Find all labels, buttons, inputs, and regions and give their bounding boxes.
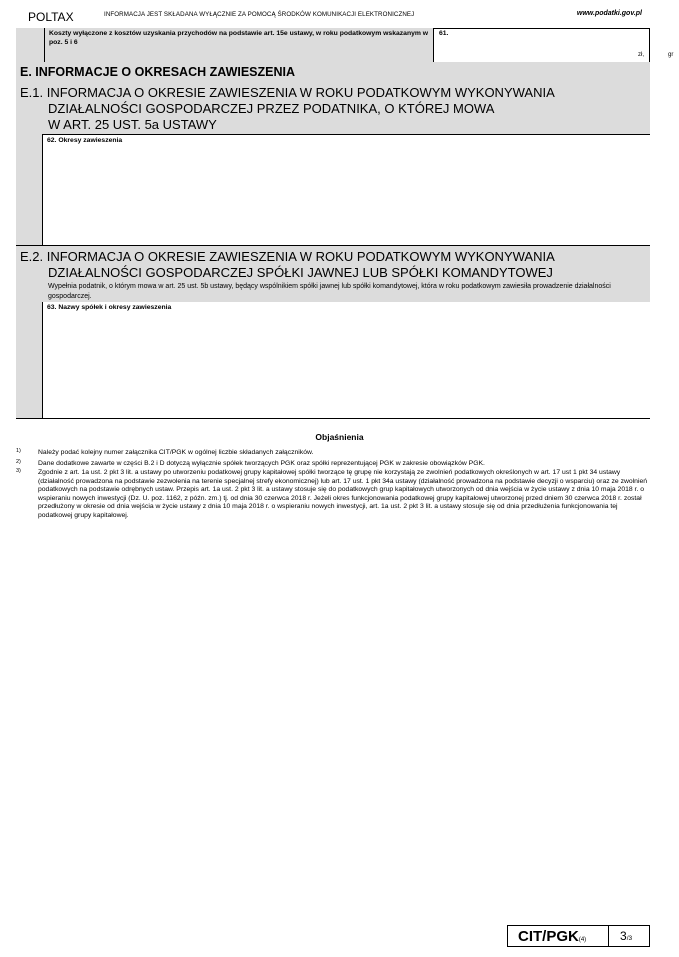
footnote-1-text: Należy podać kolejny numer załącznika CIT/PGK w ogólnej liczbie składanych załączników. [38, 449, 314, 456]
footnote-3-mark: 3) [16, 468, 21, 474]
section-e2-note: Wypełnia podatnik, o którym mowa w art. 25 ust. 5b ustawy, będący wspólnikiem spółki jawnej lub spółki komandytowej, która w roku podatkowym zawiesiła prowadzenie działalności gospodarczej. [48, 283, 611, 300]
field-63-input[interactable] [42, 302, 650, 418]
footnote-3-text: Zgodnie z art. 1a ust. 2 pkt 3 lit. a ustawy po utworzeniu podatkowej grupy kapitałowej spółki tworzące tę grupę nie korzystają ze zwolnień podatkowych określonych w art. 17 ust 1 pkt 34 ustawy (działalność prowadzona na podstawie zezwolenia na terenie specjalnej strefy ekonomicznej) lub art. 17 ust. 1 pkt 34a ustawy (działalność prowadzona na podstawie decyzji o wsparciu) oraz ze zwolnień podatkowych na podstawie odrębnych ustaw. Przepis art. 1a ust. 2 pkt 3 lit. a ustawy stosuje się do podatkowych grup kapitałowych utworzonych od dnia wejścia w życie ustawy z dnia 10 maja 2018 r. o wspieraniu nowych inwestycji (Dz. U. poz. 1162, z późn. zm.) tj. od dnia 30 czerwca 2018 r. Jeżeli okres funkcjonowania podatkowej grupy kapitałowej utworzonej przed dniem 30 czerwca 2018 r. został przedłużony w okresie od dnia wejścia w życie ustawy z dnia 10 maja 2018 r. o wspieraniu nowych inwestycji, art. 1a ust. 2 pkt 3 lit. a ustawy stosuje się od dnia przedłużenia funkcjonowania tej podatkowej grupy kapitałowej. [38, 469, 648, 519]
field-61-number: 61. [439, 30, 449, 37]
footnote-2 [16, 460, 650, 469]
row-61-shade [16, 28, 44, 62]
section-e1-heading [16, 82, 650, 134]
footer-separator [608, 926, 609, 946]
form-code-text: CIT/PGK [518, 928, 579, 945]
footnote-3 [16, 469, 650, 521]
page-total: /3 [626, 935, 633, 942]
section-e1-line3: W ART. 25 UST. 5a USTAWY [48, 117, 217, 132]
page-number [620, 929, 632, 943]
section-e2-heading [16, 246, 650, 302]
unit-gr: gr [668, 52, 674, 58]
form-version: (4) [578, 937, 587, 943]
footnote-1 [16, 449, 650, 458]
section-e-title: E. INFORMACJE O OKRESACH ZAWIESZENIA [16, 62, 650, 82]
footnote-2-text: Dane dodatkowe zawarte w części B.2 i D dotyczą wyłącznie spółek tworzących PGK oraz spółki reprezentującej PGK w zakresie obowiązków PGK. [38, 460, 485, 467]
page-current: 3 [620, 929, 627, 943]
field-62-label: 62. Okresy zawieszenia [47, 137, 123, 144]
unit-zl: zł, [638, 52, 644, 58]
row-61-label: Koszty wyłączone z kosztów uzyskania przychodów na podstawie art. 15e ustawy, w roku podatkowym wskazanym w poz. 5 i 6 [44, 28, 433, 62]
field-63-label: 63. Nazwy spółek i okresy zawieszenia [47, 304, 172, 311]
website-link[interactable]: www.podatki.gov.pl [576, 10, 642, 17]
field-61-input[interactable] [433, 28, 674, 62]
left-gutter-e1 [16, 134, 42, 246]
form-code [518, 928, 586, 945]
field-62-input[interactable] [42, 135, 650, 245]
form-footer [507, 925, 650, 947]
section-e2-line2: DZIAŁALNOŚCI GOSPODARCZEJ SPÓŁKI JAWNEJ LUB SPÓŁKI KOMANDYTOWEJ [48, 265, 553, 280]
left-gutter-e2 [16, 302, 42, 418]
poltax-label: POLTAX [28, 10, 74, 24]
section-e2-line1: E.2. INFORMACJA O OKRESIE ZAWIESZENIA W ROKU PODATKOWYM WYKONYWANIA [20, 249, 555, 264]
section-e1-line1: E.1. INFORMACJA O OKRESIE ZAWIESZENIA W ROKU PODATKOWYM WYKONYWANIA [20, 85, 555, 100]
section-e1-line2: DZIAŁALNOŚCI GOSPODARCZEJ PRZEZ PODATNIKA, O KTÓREJ MOWA [48, 101, 495, 116]
electronic-only-notice: INFORMACJA JEST SKŁADANA WYŁĄCZNIE ZA POMOCĄ ŚRODKÓW KOMUNIKACJI ELEKTRONICZNEJ [104, 11, 415, 18]
explanations-title: Objaśnienia [315, 432, 364, 442]
row-61 [16, 28, 674, 62]
footnote-2-mark: 2) [16, 459, 21, 465]
footnote-1-mark: 1) [16, 448, 21, 454]
